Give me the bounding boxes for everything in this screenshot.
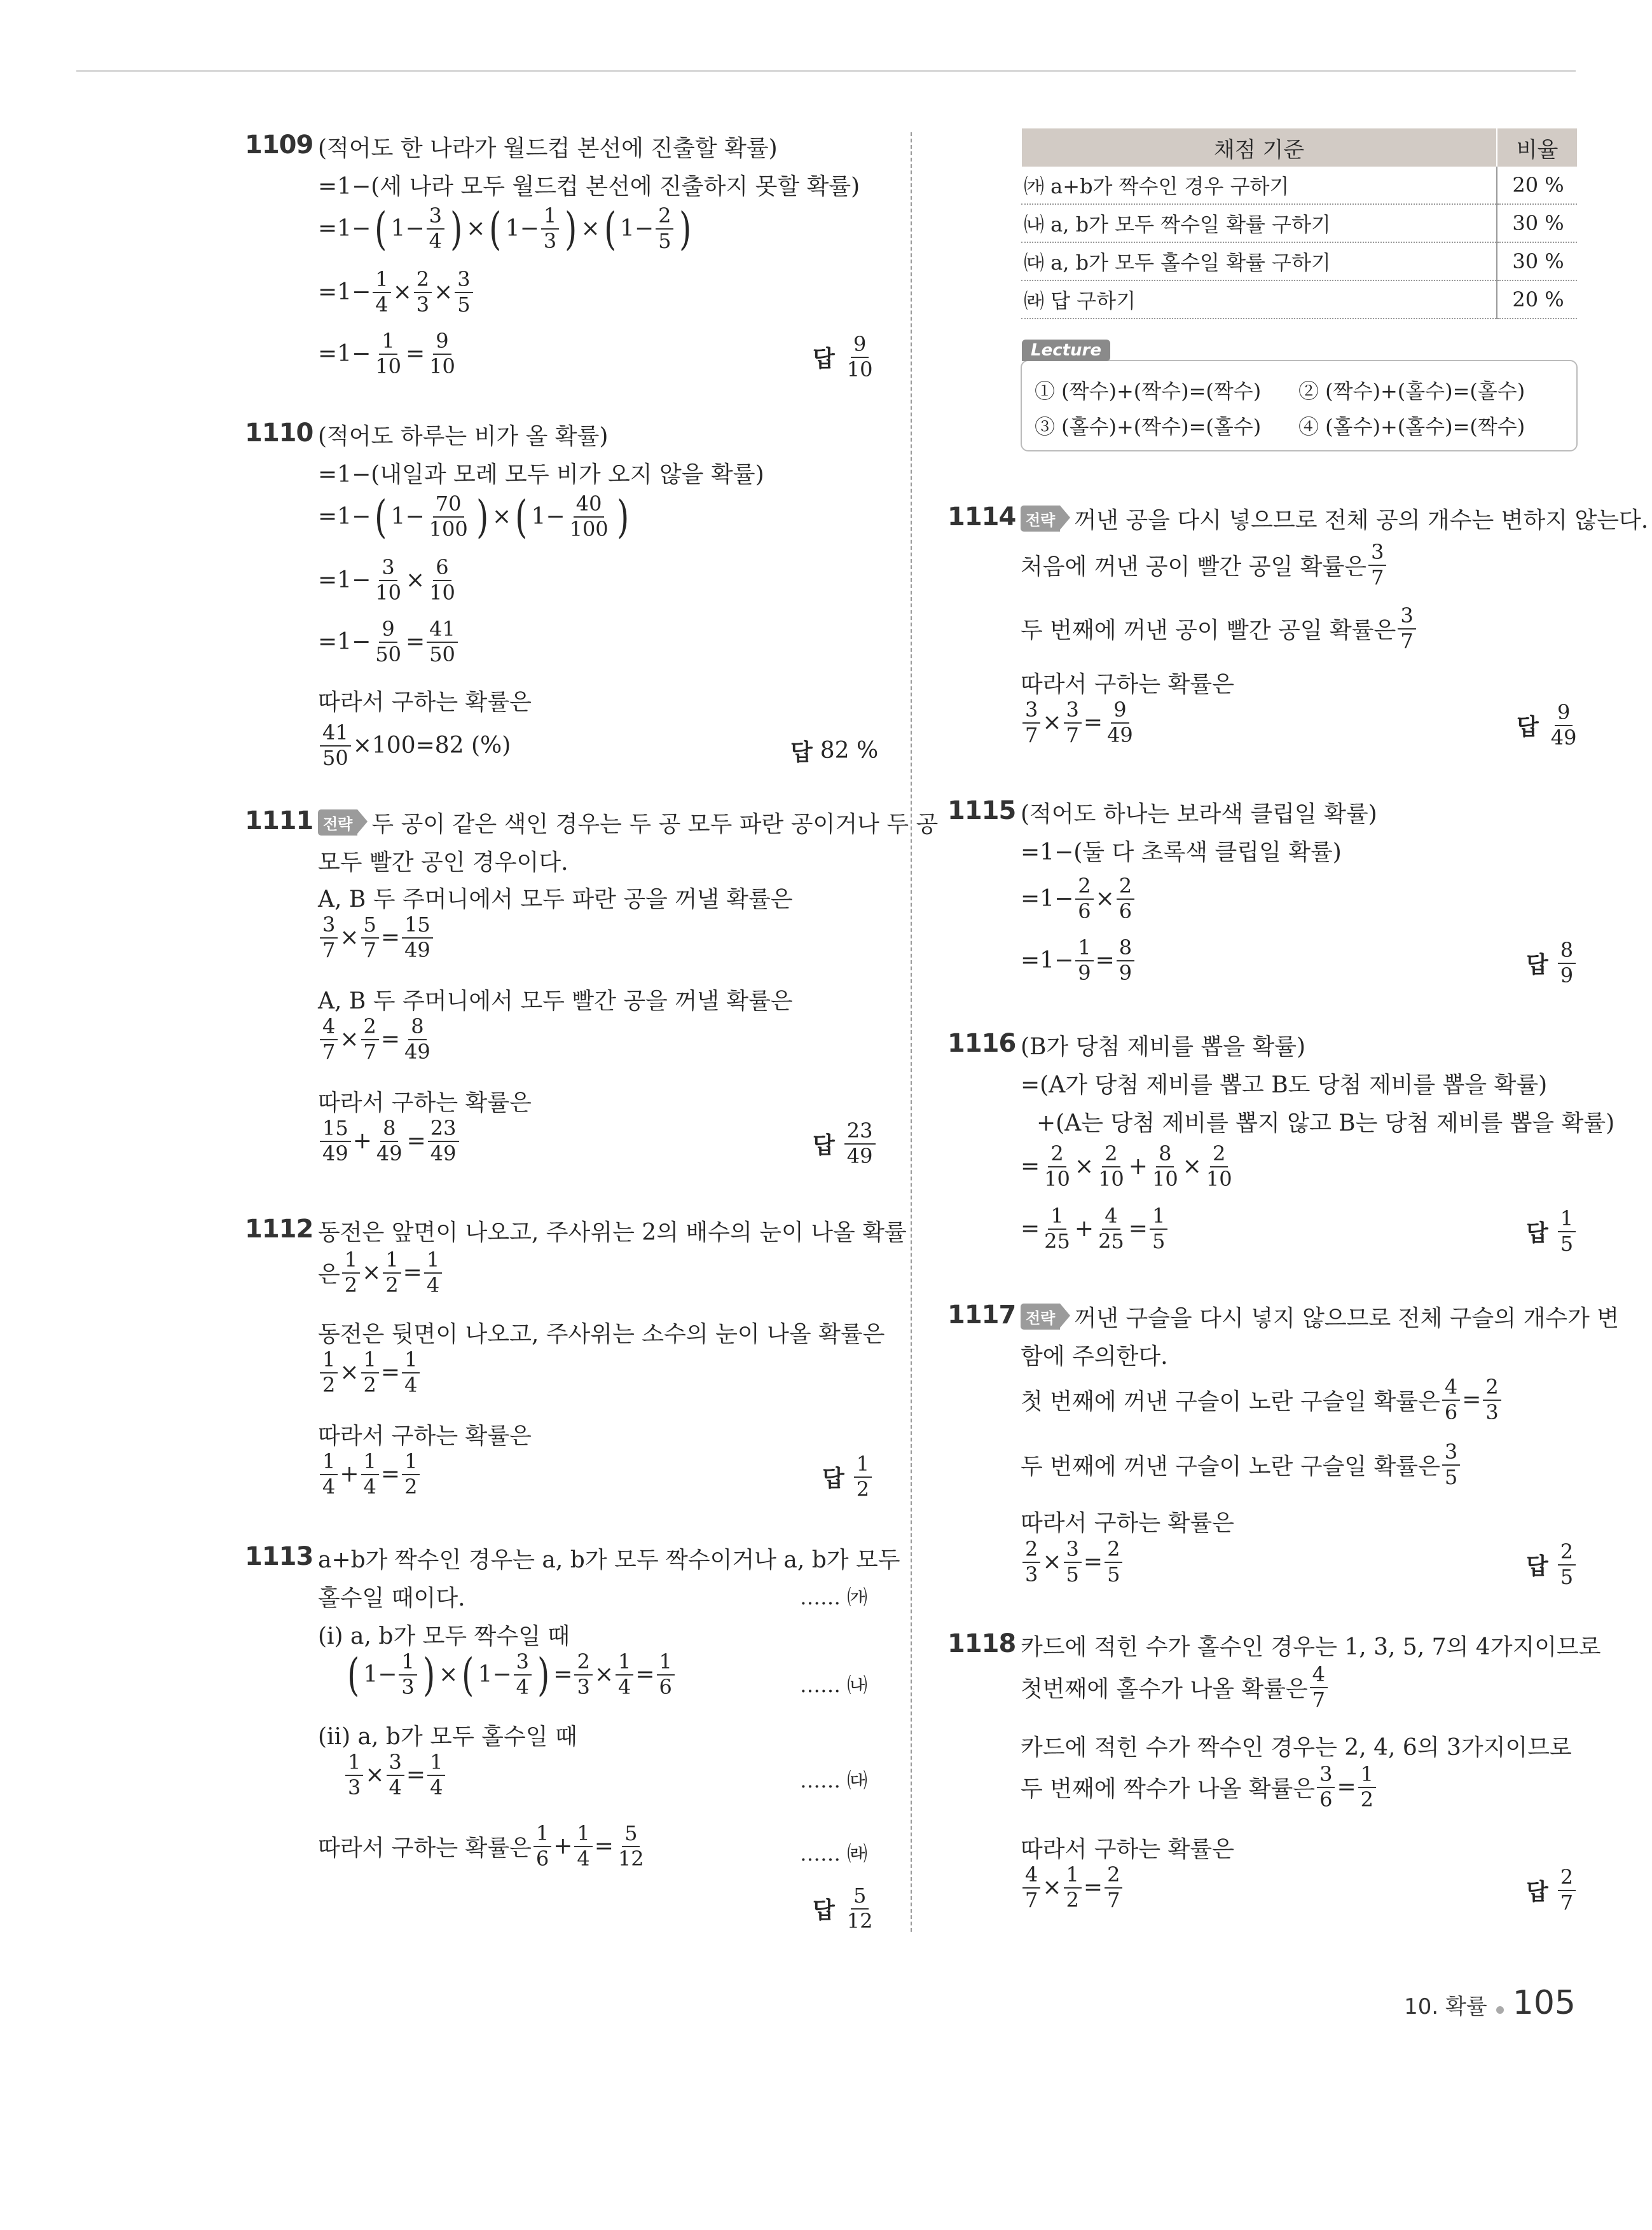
criteria-name: ㈐ a, b가 모두 홀수일 확률 구하기: [1021, 242, 1497, 280]
strategy-tag: 전략: [1021, 506, 1060, 532]
answer-label: 답: [1526, 1553, 1548, 1580]
scoring-criteria-table: [1021, 128, 1577, 319]
equation: =1− $\frac{9}{50}$ = $\frac{41}{50}$: [318, 619, 460, 665]
text-line: 따라서 구하는 확률은: [1021, 671, 1234, 698]
problem-number: 1110: [245, 418, 313, 448]
problem-number: 1118: [947, 1629, 1016, 1658]
answer-label: 답: [1526, 952, 1548, 979]
answer: 답 $\frac{5}{12}$: [813, 1883, 873, 1933]
answer-label: 답: [813, 1897, 835, 1924]
lecture-item: ② (짝수)+(홀수)=(홀수): [1298, 379, 1525, 403]
step-marker: …… ㈑: [800, 1841, 868, 1866]
text-line: =1−(내일과 모레 모두 비가 오지 않을 확률): [318, 462, 764, 488]
answer: 답 $\frac{8}{9}$: [1526, 940, 1578, 986]
text-line: A, B 두 주머니에서 모두 파란 공을 꺼낼 확률은: [318, 886, 793, 912]
equation: 두 번째에 꺼낸 구슬이 노란 구슬일 확률은 $\frac{3}{5}$: [1021, 1442, 1462, 1488]
page-footer: [1404, 1984, 1576, 2022]
equation: = $\frac{1}{25}$ + $\frac{4}{25}$ = $\frac{1}{5}$: [1021, 1206, 1169, 1252]
problem-number: 1112: [245, 1215, 313, 1244]
answer-label: 답: [1517, 714, 1539, 741]
answer: 답 $\frac{9}{10}$: [813, 332, 873, 382]
criteria-name: ㈑ 답 구하기: [1021, 280, 1497, 319]
equation: $\frac{41}{50}$ ×100=82 (%): [318, 722, 511, 769]
step-marker: …… ㈐: [800, 1768, 868, 1793]
text-line: +(A는 당첨 제비를 뽑지 않고 B는 당첨 제비를 뽑을 확률): [1036, 1110, 1615, 1136]
equation: =1− $\frac{1}{10}$ = $\frac{9}{10}$: [318, 329, 455, 378]
text-line: 따라서 구하는 확률은: [1021, 1510, 1234, 1536]
equation: 두 번째에 꺼낸 공이 빨간 공일 확률은 $\frac{3}{7}$: [1021, 605, 1418, 652]
equation: 첫번째에 홀수가 나올 확률은 $\frac{4}{7}$: [1021, 1664, 1330, 1710]
answer-label: 답: [822, 1466, 844, 1492]
text: 처음에 꺼낸 공이 빨간 공일 확률은: [1021, 554, 1367, 581]
text-line: 모두 빨간 공인 경우이다.: [318, 850, 568, 876]
problem-number: 1114: [947, 502, 1016, 532]
answer-label: 답: [813, 346, 835, 373]
text-line: [1021, 1300, 1619, 1333]
text: 두 공이 같은 색인 경우는 두 공 모두 파란 공이거나 두 공: [371, 811, 939, 837]
text-line: =1−(둘 다 초록색 클립일 확률): [1021, 839, 1342, 865]
equation: 처음에 꺼낸 공이 빨간 공일 확률은 $\frac{3}{7}$: [1021, 542, 1388, 588]
text-line: A, B 두 주머니에서 모두 빨간 공을 꺼낼 확률은: [318, 988, 793, 1014]
lecture-item: ① (짝수)+(짝수)=(짝수): [1035, 379, 1262, 403]
header-ratio: 비율: [1497, 128, 1577, 167]
text-line: (적어도 하루는 비가 올 확률): [318, 423, 609, 450]
answer: [790, 734, 878, 767]
answer-value: 82 %: [820, 738, 879, 764]
equation: =1− $\frac{2}{6}$ × $\frac{2}{6}$: [1021, 876, 1136, 922]
text-line: 카드에 적힌 수가 짝수인 경우는 2, 4, 6의 3가지이므로: [1021, 1735, 1572, 1761]
equation: =1− $\frac{1}{4}$ × $\frac{2}{3}$ × $\frac{3}{5}$: [318, 269, 475, 315]
equation: =1− $\frac{3}{10}$ × $\frac{6}{10}$: [318, 555, 455, 605]
text-line: =(A가 당첨 제비를 뽑고 B도 당첨 제비를 뽑을 확률): [1021, 1072, 1548, 1098]
equation: 두 번째에 짝수가 나올 확률은 $\frac{3}{6}$ = $\frac{1}{2}$: [1021, 1764, 1378, 1810]
step-marker: …… ㈎: [800, 1585, 868, 1609]
equation: $\frac{1}{2}$ × $\frac{1}{2}$ = $\frac{1}{4}$: [318, 1349, 422, 1396]
equation: $\frac{3}{7}$ × $\frac{3}{7}$ = $\frac{9}{49}$: [1021, 699, 1138, 746]
answer: 답 $\frac{1}{5}$: [1526, 1208, 1578, 1255]
text-line: (적어도 한 나라가 월드컵 본선에 진출할 확률): [318, 135, 778, 162]
top-rule: [76, 70, 1576, 72]
equation: 첫 번째에 꺼낸 구슬이 노란 구슬일 확률은 $\frac{4}{6}$ = $\frac{2}{3}$: [1021, 1377, 1503, 1423]
text-line: 동전은 뒷면이 나오고, 주사위는 소수의 눈이 나올 확률은: [318, 1321, 885, 1347]
equation: 은 $\frac{1}{2}$ × $\frac{1}{2}$ = $\frac{1}{4}$: [318, 1249, 444, 1296]
text: 따라서 구하는 확률은: [318, 1835, 532, 1862]
text-line: 동전은 앞면이 나오고, 주사위는 2의 배수의 눈이 나올 확률: [318, 1220, 907, 1246]
text-line: (ⅰ) a, b가 모두 짝수일 때: [318, 1623, 570, 1649]
equation: $\frac{1}{3}$ × $\frac{3}{4}$ = $\frac{1}{4}$: [343, 1752, 447, 1798]
lecture-item: ④ (홀수)+(홀수)=(짝수): [1298, 415, 1525, 439]
equation: =1− ( 1− $\frac{70}{100}$ ) × ( 1− $\frac{40}{100}$ ): [318, 490, 629, 543]
equation: =1− $\frac{1}{9}$ = $\frac{8}{9}$: [1021, 937, 1136, 984]
answer-label: 답: [1526, 1879, 1548, 1906]
answer: 답 $\frac{2}{7}$: [1526, 1867, 1578, 1913]
equation: 따라서 구하는 확률은 $\frac{1}{6}$ + $\frac{1}{4}$ = $\frac{5}{12}$: [318, 1821, 644, 1871]
criteria-ratio: 30 %: [1497, 242, 1577, 280]
text-line: 따라서 구하는 확률은: [318, 1423, 532, 1449]
text-line: 따라서 구하는 확률은: [1021, 1836, 1234, 1862]
equation: ( 1− $\frac{1}{3}$ ) × ( 1− $\frac{3}{4}$ ) = $\frac{2}{3}$ × $\frac{1}{4}$ = $\frac{1}{6}$: [343, 1651, 677, 1698]
answer: 답 $\frac{23}{49}$: [813, 1120, 878, 1167]
text: 두 번째에 꺼낸 공이 빨간 공일 확률은: [1021, 617, 1396, 644]
problem-number: 1116: [947, 1029, 1016, 1058]
text-line: 따라서 구하는 확률은: [318, 1090, 532, 1116]
answer-label: 답: [813, 1132, 835, 1159]
equation-tail: ×100=82 (%): [352, 733, 511, 759]
problem-number: 1111: [245, 806, 313, 836]
answer-label: 답: [1526, 1220, 1548, 1247]
page-number: 105: [1512, 1984, 1576, 2022]
column-divider: [911, 132, 912, 1932]
text: 두 번째에 꺼낸 구슬이 노란 구슬일 확률은: [1021, 1454, 1440, 1480]
text: 꺼낸 구슬을 다시 넣지 않으므로 전체 구슬의 개수가 변: [1074, 1305, 1619, 1332]
problem-number: 1117: [947, 1300, 1016, 1330]
text-line: [1021, 502, 1648, 535]
answer-label: 답: [790, 740, 813, 766]
text: 은: [318, 1262, 340, 1288]
text-line: [318, 806, 938, 839]
header-criteria: 채점 기준: [1021, 128, 1497, 167]
criteria-ratio: 20 %: [1497, 167, 1577, 204]
equation: = $\frac{2}{10}$ × $\frac{2}{10}$ + $\frac{8}{10}$ × $\frac{2}{10}$: [1021, 1141, 1232, 1191]
table-row: [1021, 167, 1577, 204]
equation: $\frac{4}{7}$ × $\frac{2}{7}$ = $\frac{8}{49}$: [318, 1016, 435, 1063]
step-marker: …… ㈏: [800, 1673, 868, 1697]
lecture-header: Lecture: [1022, 340, 1110, 361]
answer: 답 $\frac{9}{49}$: [1517, 700, 1577, 750]
text-line: 홀수일 때이다.: [318, 1585, 465, 1611]
answer: 답 $\frac{1}{2}$: [822, 1454, 874, 1500]
text: 꺼낸 공을 다시 넣으므로 전체 공의 개수는 변하지 않는다.: [1074, 507, 1649, 533]
equation: $\frac{4}{7}$ × $\frac{1}{2}$ = $\frac{2}{7}$: [1021, 1864, 1124, 1911]
strategy-tag: 전략: [318, 809, 357, 836]
problem-number: 1113: [245, 1542, 313, 1571]
chapter-title: 10. 확률: [1404, 1994, 1487, 2020]
text-line: (B가 당첨 제비를 뽑을 확률): [1021, 1034, 1306, 1060]
equation: =1− ( 1− $\frac{3}{4}$ ) × ( 1− $\frac{1}{3}$ ) × ( 1− $\frac{2}{5}$ ): [318, 202, 692, 255]
text: 두 번째에 짝수가 나올 확률은: [1021, 1776, 1316, 1803]
equation: $\frac{2}{3}$ × $\frac{3}{5}$ = $\frac{2}{5}$: [1021, 1539, 1124, 1585]
equation: $\frac{15}{49}$ + $\frac{8}{49}$ = $\frac{23}{49}$: [318, 1118, 461, 1164]
lecture-item: ③ (홀수)+(짝수)=(홀수): [1035, 415, 1262, 439]
text-line: (적어도 하나는 보라색 클립일 확률): [1021, 801, 1377, 827]
problem-number: 1115: [947, 796, 1016, 825]
criteria-name: ㈏ a, b가 모두 짝수일 확률 구하기: [1021, 204, 1497, 242]
strategy-tag: 전략: [1021, 1304, 1060, 1330]
equation: $\frac{1}{4}$ + $\frac{1}{4}$ = $\frac{1}{2}$: [318, 1451, 422, 1497]
answer: 답 $\frac{2}{5}$: [1526, 1541, 1578, 1588]
table-header-row: [1021, 128, 1577, 167]
criteria-ratio: 30 %: [1497, 204, 1577, 242]
text-line: 따라서 구하는 확률은: [318, 689, 532, 715]
criteria-name: ㈎ a+b가 짝수인 경우 구하기: [1021, 167, 1497, 204]
table-row: [1021, 242, 1577, 280]
footer-dot: [1496, 2006, 1504, 2014]
table-row: [1021, 204, 1577, 242]
text-line: (ⅱ) a, b가 모두 홀수일 때: [318, 1724, 577, 1750]
text-line: a+b가 짝수인 경우는 a, b가 모두 짝수이거나 a, b가 모두: [318, 1547, 900, 1573]
text-line: 함에 주의한다.: [1021, 1344, 1168, 1370]
text-line: =1−(세 나라 모두 월드컵 본선에 진출하지 못할 확률): [318, 174, 860, 200]
text-line: 카드에 적힌 수가 홀수인 경우는 1, 3, 5, 7의 4가지이므로: [1021, 1634, 1601, 1660]
problem-number: 1109: [245, 130, 313, 160]
text: 첫 번째에 꺼낸 구슬이 노란 구슬일 확률은: [1021, 1389, 1440, 1415]
equation: $\frac{3}{7}$ × $\frac{5}{7}$ = $\frac{15}{49}$: [318, 914, 435, 961]
lecture-box: [1021, 341, 1578, 451]
criteria-ratio: 20 %: [1497, 280, 1577, 319]
text: 첫번째에 홀수가 나올 확률은: [1021, 1676, 1308, 1703]
table-row: [1021, 280, 1577, 319]
